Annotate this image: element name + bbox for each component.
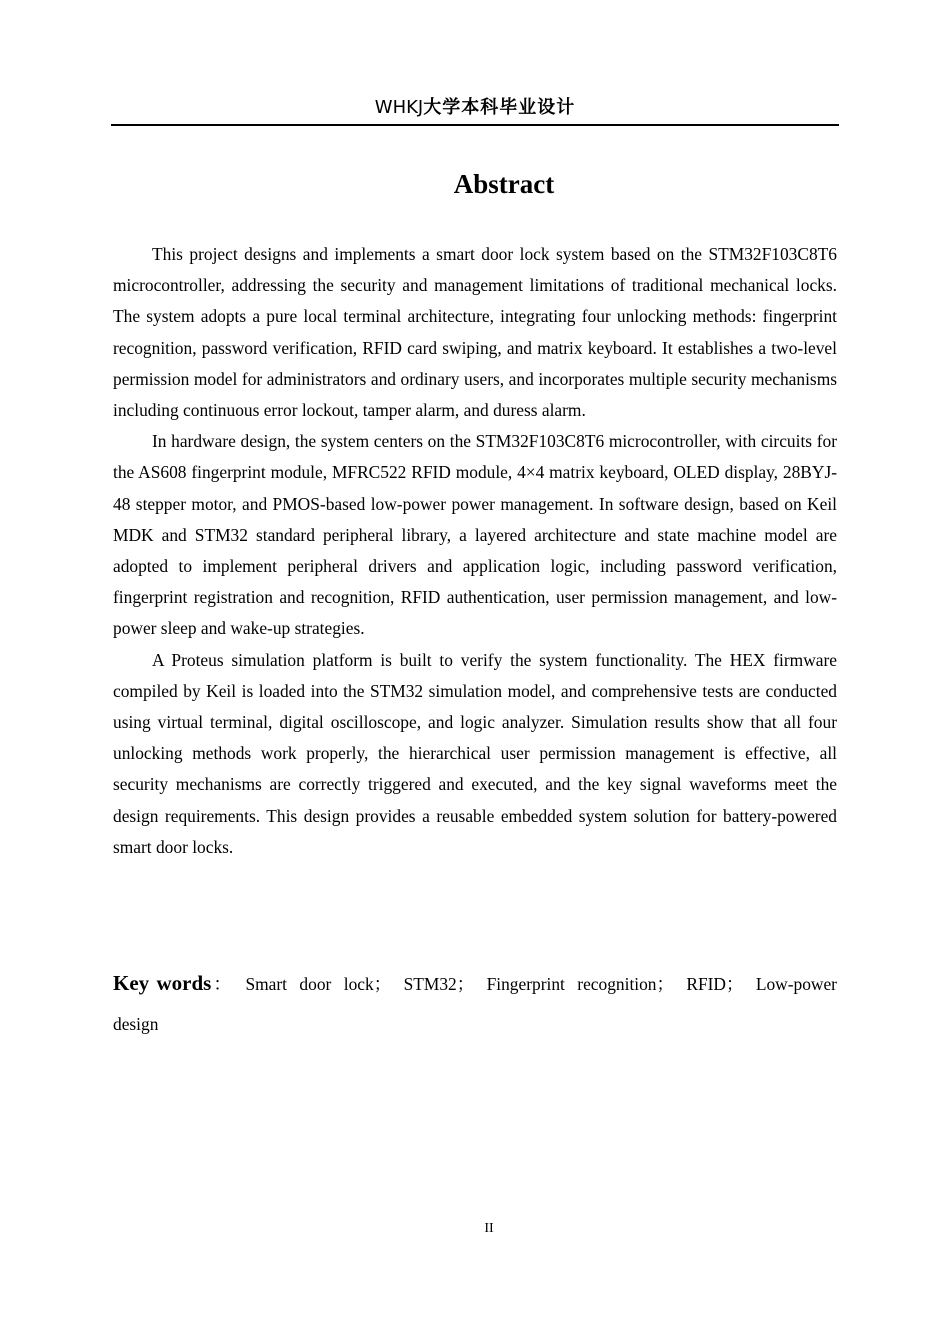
header-rule bbox=[111, 124, 839, 126]
running-header bbox=[111, 92, 839, 123]
keywords-section bbox=[113, 963, 837, 1044]
keyword-item: Fingerprint recognition； bbox=[486, 974, 674, 994]
keywords-separator: ： bbox=[211, 974, 233, 994]
header-institution-latin: WHKJ bbox=[374, 97, 424, 118]
keywords-label: Key words bbox=[113, 971, 212, 995]
keyword-item: STM32； bbox=[403, 974, 475, 994]
keyword-item: Low-power design bbox=[113, 974, 837, 1034]
abstract-body bbox=[113, 239, 837, 863]
page-title: Abstract bbox=[453, 169, 555, 199]
abstract-paragraph: This project designs and implements a smart door lock system based on the STM32F103C8T6 microcontroller, addressing the security and management limitations of traditional mechanical locks. The system adopts a pure local terminal architecture, integrating four unlocking methods: fingerprint recognition, password verification, RFID card swiping, and matrix keyboard. It establishes a two-level permission model for administrators and ordinary users, and incorporates multiple security mechanisms including continuous error lockout, tamper alarm, and duress alarm. bbox=[113, 244, 837, 421]
keyword-item: RFID； bbox=[686, 974, 744, 994]
keyword-item: Smart door lock； bbox=[245, 974, 392, 994]
header-institution-cjk: 大学本科毕业设计 bbox=[423, 97, 576, 118]
abstract-paragraph: A Proteus simulation platform is built to verify the system functionality. The HEX firmware compiled by Keil is loaded into the STM32 simulation model, and comprehensive tests are conducted using virtual terminal, digital oscilloscope, and logic analyzer. Simulation results show that all four unlocking methods work properly, the hierarchical user permission management is effective, all security mechanisms are correctly triggered and executed, and the key signal waveforms meet the design requirements. This design provides a reusable embedded system solution for battery-powered smart door locks. bbox=[113, 649, 837, 857]
page-number: II bbox=[484, 1221, 494, 1236]
abstract-paragraph: In hardware design, the system centers on the STM32F103C8T6 microcontroller, with circuits for the AS608 fingerprint module, MFRC522 RFID module, 4×4 matrix keyboard, OLED display, 28BYJ-48 stepper motor, and PMOS-based low-power power management. In software design, based on Keil MDK and STM32 standard peripheral library, a layered architecture and state machine model are adopted to implement peripheral drivers and application logic, including password verification, fingerprint registration and recognition, RFID authentication, user permission management, and low-power sleep and wake-up strategies. bbox=[113, 431, 837, 639]
